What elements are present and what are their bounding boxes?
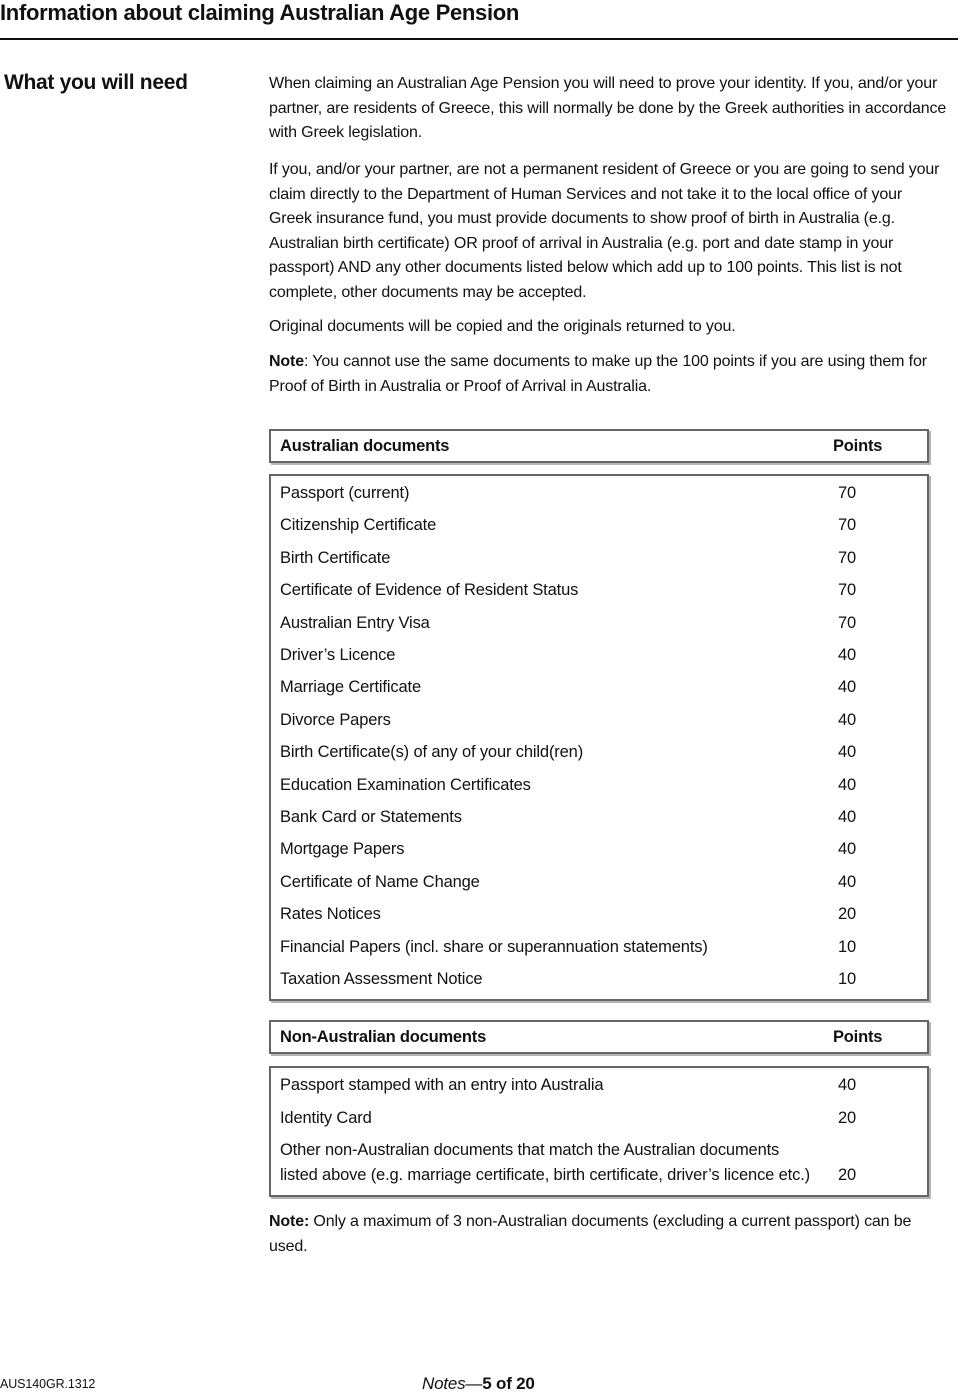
australian-document-document-name: Financial Papers (incl. share or superannuation statements) — [280, 937, 708, 956]
non-australian-documents-header-label: Non-Australian documents — [280, 1028, 487, 1046]
australian-document-document-name: Citizenship Certificate — [280, 516, 437, 535]
australian-document-points: 20 — [838, 905, 857, 924]
australian-documents-header — [269, 429, 929, 463]
australian-documents-table — [269, 474, 929, 1001]
australian-document-document-name: Birth Certificate(s) of any of your child(ren) — [280, 743, 584, 762]
australian-document-points: 40 — [838, 710, 857, 729]
australian-document-points: 40 — [838, 775, 857, 794]
australian-document-document-name: Birth Certificate — [280, 548, 391, 567]
australian-document-points: 40 — [838, 678, 857, 697]
note-label: Note — [269, 353, 304, 370]
note2-label: Note: — [269, 1213, 310, 1230]
australian-document-document-name: Certificate of Name Change — [280, 872, 480, 891]
australian-document-document-name: Rates Notices — [280, 905, 381, 924]
australian-document-document-name: Bank Card or Statements — [280, 808, 462, 826]
australian-document-points: 40 — [838, 646, 857, 664]
australian-documents-header-points: Points — [833, 437, 883, 455]
non-australian-documents-header — [269, 1020, 929, 1054]
australian-document-document-name: Certificate of Evidence of Resident Status — [280, 581, 579, 600]
australian-document-points: 10 — [838, 937, 857, 956]
australian-document-points: 10 — [838, 970, 857, 988]
australian-document-points: 40 — [838, 872, 857, 891]
note-text: : You cannot use the same documents to make up the 100 points if you are using them for Proof of Birth in Australia or Proof of Arrival in Australia. — [269, 353, 927, 395]
originals-paragraph: Original documents will be copied and the originals returned to you. — [269, 318, 736, 335]
page-number: 5 of 20 — [482, 1374, 535, 1393]
australian-document-document-name: Taxation Assessment Notice — [280, 970, 483, 988]
australian-document-points: 40 — [838, 743, 857, 762]
non-australian-document-points: 20 — [838, 1165, 857, 1184]
australian-document-document-name: Mortgage Papers — [280, 840, 405, 859]
requirements-paragraph: If you, and/or your partner, are not a permanent resident of Greece or you are going to send your claim directly to the Department of Human Services and not take it to the local office of your Greek insurance fund, you must provide documents to show proof of birth in Australia (e.g. Australian birth certificate) OR proof of arrival in Australia (e.g. port and date stamp in your passport) AND any other documents listed below which add up to 100 points. This list is not complete, other documents may be accepted. — [269, 161, 940, 301]
intro-paragraph: When claiming an Australian Age Pension you will need to prove your identity. If you, and/or your partner, are residents of Greece, this will normally be done by the Greek authorities in accordance with Greek legislation. — [269, 75, 947, 141]
header-divider — [0, 38, 958, 40]
max-documents-note — [269, 1210, 919, 1259]
australian-document-document-name: Divorce Papers — [280, 710, 391, 729]
page-footer — [422, 1374, 535, 1394]
notes-label: Notes — [422, 1374, 466, 1393]
australian-document-points: 40 — [838, 840, 857, 859]
non-australian-document-document-name: Identity Card — [280, 1108, 372, 1127]
non-australian-document-points: 40 — [838, 1076, 857, 1094]
australian-document-points: 70 — [838, 613, 857, 632]
australian-document-document-name: Australian Entry Visa — [280, 613, 430, 632]
non-australian-documents-table — [269, 1066, 929, 1197]
non-australian-document-document-name: Passport stamped with an entry into Australia — [280, 1076, 604, 1094]
australian-document-document-name: Education Examination Certificates — [280, 775, 531, 794]
footer-dash: — — [465, 1374, 483, 1393]
australian-document-document-name: Passport (current) — [280, 484, 410, 502]
non-australian-document-document-name: Other non-Australian documents that match the Australian documents listed above (e.g. marriage certificate, birth certificate, driver’s licence etc.) — [280, 1141, 810, 1184]
note2-text: Only a maximum of 3 non-Australian documents (excluding a current passport) can be used. — [269, 1213, 912, 1255]
australian-documents-header-label: Australian documents — [280, 437, 450, 455]
australian-document-points: 40 — [838, 808, 857, 826]
page-title: Information about claiming Australian Age Pension — [0, 0, 520, 25]
australian-document-points: 70 — [838, 548, 857, 567]
australian-document-points: 70 — [838, 484, 857, 502]
non-australian-document-points: 20 — [838, 1108, 857, 1127]
australian-document-points: 70 — [838, 516, 857, 535]
australian-document-document-name: Driver’s Licence — [280, 646, 396, 664]
australian-document-document-name: Marriage Certificate — [280, 678, 421, 697]
form-code: AUS140GR.1312 — [0, 1377, 96, 1391]
section-heading: What you will need — [4, 71, 188, 94]
note-paragraph — [269, 350, 949, 399]
non-australian-documents-header-points: Points — [833, 1028, 883, 1046]
australian-document-points: 70 — [838, 581, 857, 600]
